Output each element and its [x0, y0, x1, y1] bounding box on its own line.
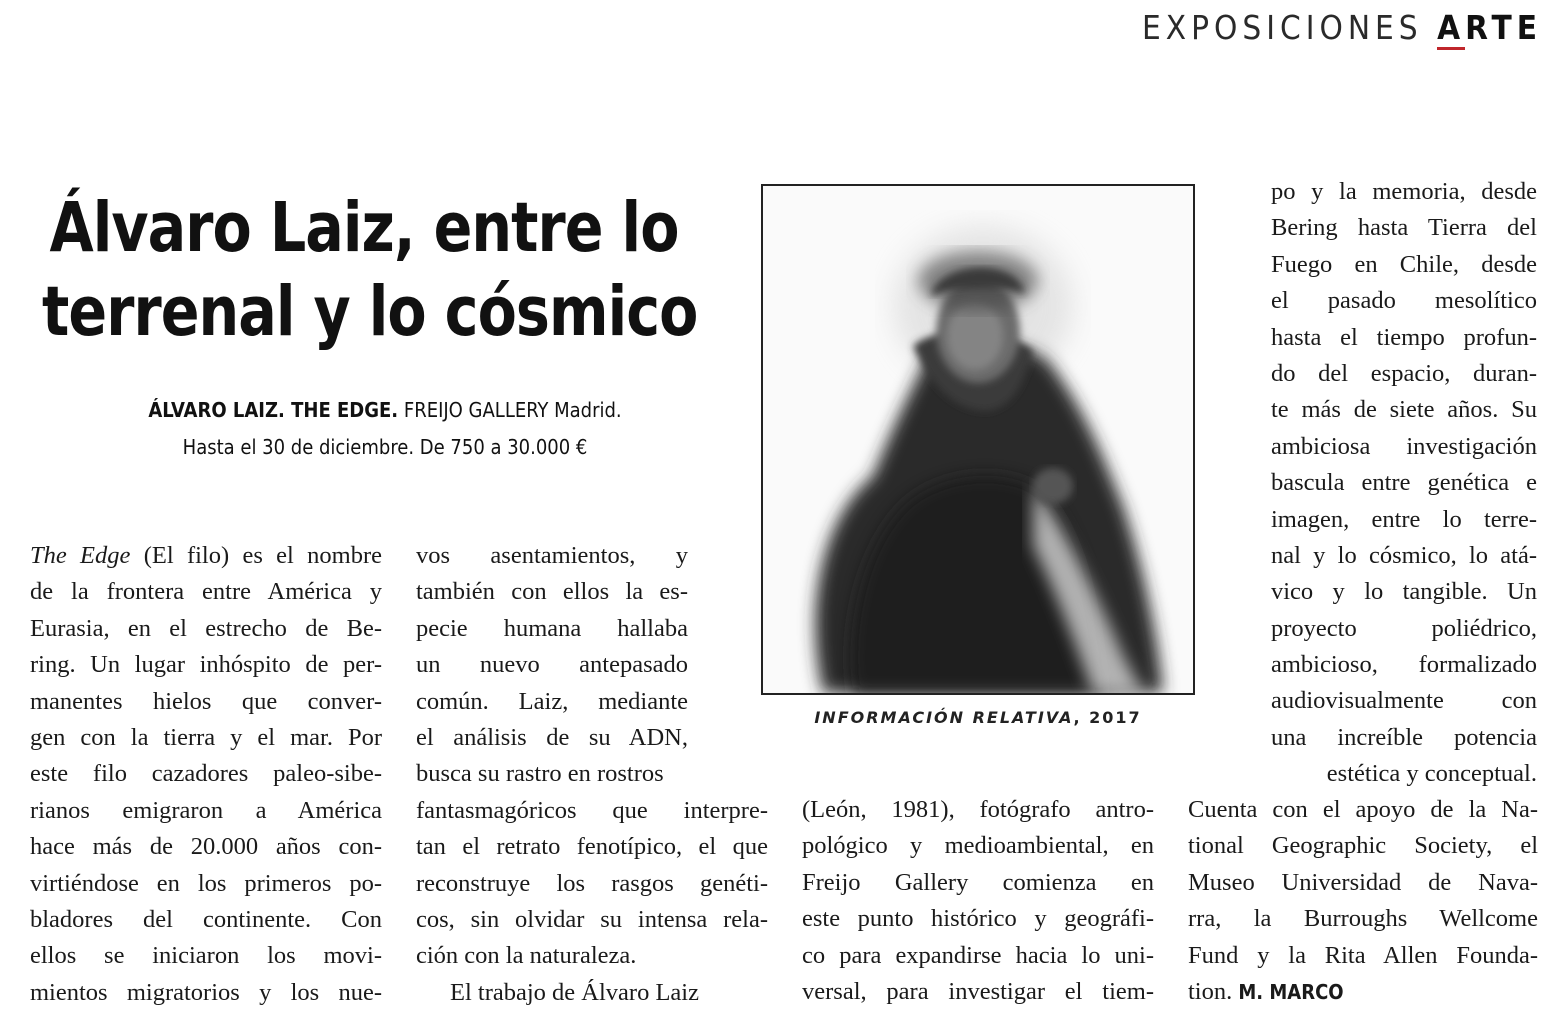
body-line: manentes hielos que conver-	[30, 687, 382, 715]
author-signature: M. MARCO	[1238, 979, 1344, 1004]
body-line: te más de siete años. Su	[1271, 396, 1537, 424]
body-line: también con ellos la es-	[416, 578, 688, 606]
exhibition-title: ÁLVARO LAIZ. THE EDGE.	[148, 398, 399, 422]
exhibition-dates-prices: Hasta el 30 de diciembre. De 750 a 30.000 €	[182, 435, 588, 459]
body-line: Fuego en Chile, desde	[1271, 250, 1537, 278]
body-line: Cuenta con el apoyo de la Na-	[1188, 796, 1538, 823]
section-category-initial: A	[1437, 8, 1465, 50]
body-line: fantasmagóricos que interpre-	[416, 796, 768, 824]
body-line: hace más de 20.000 años con-	[30, 833, 382, 861]
body-line: ambicioso, formalizado	[1271, 651, 1537, 679]
body-italic-title: The Edge	[30, 542, 131, 569]
section-label: EXPOSICIONES	[1142, 8, 1423, 47]
exhibition-gallery: FREIJO GALLERY Madrid.	[403, 398, 622, 422]
body-line: de la frontera entre América y	[30, 578, 382, 606]
body-line: nal y lo cósmico, lo atá-	[1271, 541, 1537, 569]
body-line: común. Laiz, mediante	[416, 687, 688, 715]
body-line: ellos se iniciaron los movi-	[30, 942, 382, 970]
body-column-2	[416, 538, 768, 1011]
body-line: busca su rastro en rostros	[416, 760, 664, 788]
body-line: rianos emigraron a América	[30, 796, 382, 824]
body-line: co para expandirse hacia lo uni-	[802, 941, 1154, 969]
body-line: tan el retrato fenotípico, el que	[416, 833, 768, 861]
body-line: vico y lo tangible. Un	[1271, 578, 1537, 606]
photo-caption-title: INFORMACIÓN RELATIVA	[814, 708, 1074, 727]
body-line: tional Geographic Society, el	[1188, 832, 1538, 860]
body-line: una increíble potencia	[1271, 723, 1537, 751]
body-column-4	[1271, 174, 1537, 793]
body-line: hasta el tiempo profun-	[1271, 323, 1537, 351]
body-line: versal, para investigar el tiem-	[802, 977, 1154, 1005]
body-line	[1188, 974, 1538, 1010]
body-text: (El filo) es el nombre	[130, 542, 382, 569]
body-line: el análisis de su ADN,	[416, 723, 688, 751]
body-line: El trabajo de Álvaro Laiz	[450, 978, 699, 1006]
body-line: audiovisualmente con	[1271, 687, 1537, 715]
body-line: reconstruye los rasgos genéti-	[416, 869, 768, 897]
body-line: ción con la naturaleza.	[416, 942, 637, 970]
body-line: pológico y medioambiental, en	[802, 832, 1154, 860]
body-line: ambiciosa investigación	[1271, 432, 1537, 460]
body-line: Fund y la Rita Allen Founda-	[1188, 941, 1538, 969]
headline-line-2: terrenal y lo cósmico	[42, 272, 698, 352]
body-line: ring. Un lugar inhóspito de per-	[30, 651, 382, 679]
body-line: estética y conceptual.	[1326, 760, 1537, 788]
body-line: Freijo Gallery comienza en	[802, 868, 1154, 896]
body-line	[30, 538, 382, 574]
body-line: bladores del continente. Con	[30, 905, 382, 933]
body-line: do del espacio, duran-	[1271, 359, 1537, 387]
section-category	[1437, 8, 1542, 50]
article-photo	[761, 184, 1195, 695]
body-line: imagen, entre lo terre-	[1271, 505, 1537, 533]
body-line: virtiéndose en los primeros po-	[30, 869, 382, 897]
body-column-4-continued	[1188, 792, 1538, 1010]
photo-portrait-figure	[763, 186, 1193, 693]
body-line: po y la memoria, desde	[1271, 178, 1537, 205]
body-line: gen con la tierra y el mar. Por	[30, 723, 382, 751]
body-line: un nuevo antepasado	[416, 651, 688, 679]
body-line: pecie humana hallaba	[416, 614, 688, 642]
photo-caption-year: , 2017	[1073, 708, 1142, 727]
body-line: Museo Universidad de Nava-	[1188, 868, 1538, 896]
body-column-1	[30, 538, 382, 1011]
body-text: tion.	[1188, 977, 1233, 1005]
body-line: el pasado mesolítico	[1271, 287, 1537, 315]
exhibition-info	[40, 398, 730, 422]
photo-caption	[761, 708, 1195, 727]
body-line: vos asentamientos, y	[416, 542, 688, 569]
body-line: rra, la Burroughs Wellcome	[1188, 905, 1538, 933]
headline-line-1: Álvaro Laiz, entre lo	[49, 188, 679, 268]
body-line: bascula entre genética e	[1271, 469, 1537, 497]
body-line: este filo cazadores paleo-sibe-	[30, 760, 382, 788]
article-headline	[14, 186, 714, 354]
section-category-rest: RTE	[1465, 8, 1542, 47]
section-header	[1142, 8, 1542, 47]
body-line: cos, sin olvidar su intensa rela-	[416, 905, 768, 933]
body-line: Bering hasta Tierra del	[1271, 214, 1537, 242]
body-line: proyecto poliédrico,	[1271, 614, 1537, 642]
body-line: Eurasia, en el estrecho de Be-	[30, 614, 382, 642]
body-line: mientos migratorios y los nue-	[30, 978, 382, 1006]
body-line: este punto histórico y geográfi-	[802, 905, 1154, 933]
body-line: (León, 1981), fotógrafo antro-	[802, 796, 1154, 823]
body-column-3	[802, 792, 1154, 1010]
